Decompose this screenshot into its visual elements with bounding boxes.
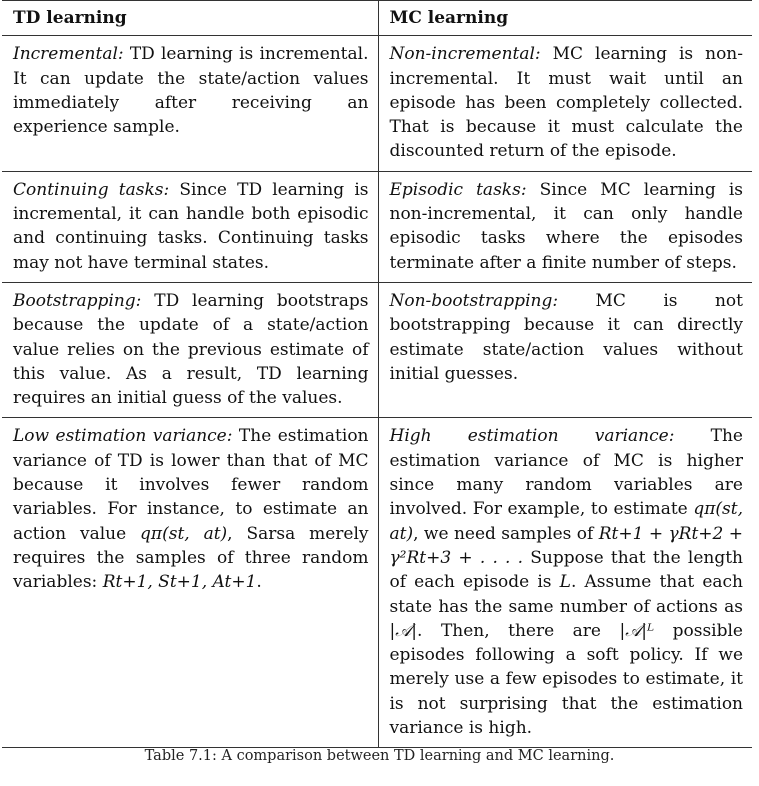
- mc-math-action-set: |𝒜|: [389, 620, 418, 641]
- td-term: Incremental:: [13, 44, 124, 65]
- td-cell: [2, 282, 378, 417]
- td-term: Continuing tasks:: [13, 179, 170, 200]
- mc-term: Episodic tasks:: [389, 179, 527, 200]
- mc-term: High estimation variance:: [389, 426, 675, 447]
- table-row: [2, 36, 752, 171]
- mc-cell: [378, 171, 752, 282]
- mc-text: possible episodes following a soft policy. If we merely use a few episodes to estimate, it is not surprising that the estimation variance is high.: [389, 620, 743, 739]
- table-row: [2, 171, 752, 282]
- td-text: .: [256, 572, 262, 593]
- table-header-row: [2, 1, 752, 36]
- td-text: TD learning is incremental. It can update the state/action values immediately after receiving an experience sample.: [13, 44, 369, 138]
- mc-term: Non-bootstrapping:: [389, 290, 559, 311]
- header-mc-learning: MC learning: [378, 1, 752, 36]
- mc-text: Suppose that the length of each episode is: [389, 547, 743, 593]
- mc-math-action-value: qπ(st, at): [389, 499, 743, 544]
- td-text: Since TD learning is incremental, it can handle both episodic and continuing tasks. Continuing tasks may not have terminal states.: [13, 179, 369, 273]
- td-term: Bootstrapping:: [13, 290, 142, 311]
- mc-text: Since MC learning is non-incremental, it can only handle episodic tasks where the episodes terminate after a finite number of steps.: [389, 179, 743, 273]
- table-row: [2, 282, 752, 417]
- td-math-random-variables: Rt+1, St+1, At+1: [102, 572, 257, 593]
- mc-math-episode-count: |𝒜|ᴸ: [619, 620, 655, 641]
- mc-cell: [378, 418, 752, 748]
- td-cell: [2, 36, 378, 171]
- table-caption: Table 7.1: A comparison between TD learning and MC learning.: [144, 748, 615, 764]
- mc-text: , we need samples of: [413, 523, 599, 544]
- mc-text: MC is not bootstrapping because it can directly estimate state/action values without initial guesses.: [389, 290, 743, 384]
- mc-term: Non-incremental:: [389, 44, 541, 65]
- mc-text: MC learning is non-incremental. It must wait until an episode has been completely collected. That is because it must calculate the discounted return of the episode.: [389, 44, 743, 162]
- mc-cell: [378, 36, 752, 171]
- mc-math-return-series: Rt+1 + γRt+2 + γ²Rt+3 + . . . .: [389, 523, 743, 568]
- td-text: , Sarsa merely requires the samples of three random variables:: [13, 523, 369, 593]
- mc-text: . Assume that each state has the same number of actions as: [389, 572, 743, 617]
- mc-cell: [378, 282, 752, 417]
- mc-text: . Then, there are: [417, 620, 620, 641]
- mc-math-episode-length: L: [559, 572, 571, 593]
- td-math-action-value: qπ(st, at): [140, 523, 228, 544]
- header-td-learning: TD learning: [2, 1, 378, 36]
- td-text: TD learning bootstraps because the update of a state/action value relies on the previous estimate of this value. As a result, TD learning requires an initial guess of the values.: [13, 290, 369, 409]
- td-text: The estimation variance of TD is lower than that of MC because it involves fewer random variables. For instance, to estimate an action value: [13, 426, 369, 544]
- table-row: [2, 418, 752, 748]
- td-term: Low estimation variance:: [13, 426, 233, 447]
- td-cell: [2, 418, 378, 748]
- td-cell: [2, 171, 378, 282]
- mc-text: The estimation variance of MC is higher since many random variables are involved. For example, to estimate: [389, 426, 743, 520]
- comparison-table: [2, 0, 752, 748]
